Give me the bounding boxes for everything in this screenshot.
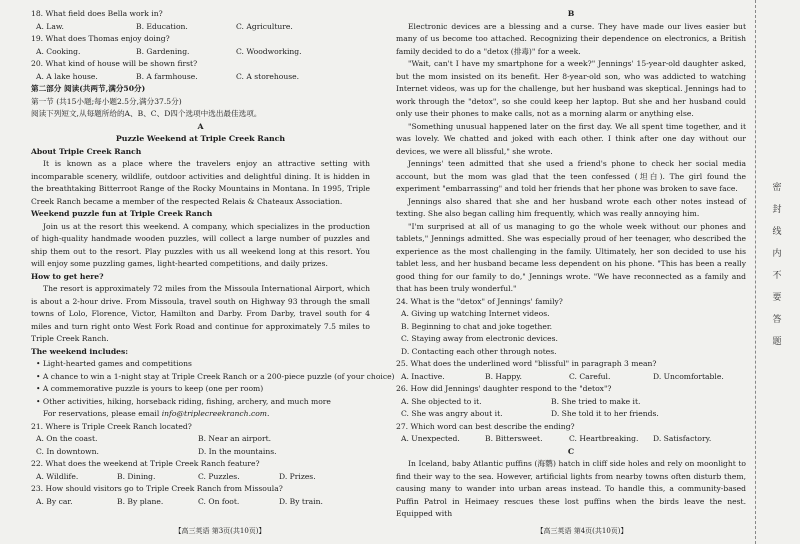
heading-includes: The weekend includes: (31, 346, 129, 356)
seal-char: 密 (772, 183, 782, 193)
seal-char: 题 (772, 337, 782, 347)
answer-option: C. Heartbreaking. (569, 434, 639, 443)
question-stem: 27. Which word can best describe the ending? (396, 421, 575, 431)
passage-letter-a: A (197, 121, 204, 131)
paragraph-c: In Iceland, baby Atlantic puffins (海鹦) hatch in cliff side holes and rely on moonlight to find their way to the sea. However, artificial lights from nearby towns often disturb them, causing many to wander into urban areas instead. To handle this, a community-based Puffin Patrol in Heimaey rescues these lost puffins when the birds leave the nest. Equipped with (396, 459, 746, 518)
answer-option: B. Bittersweet. (485, 434, 543, 443)
passage-a-questions (31, 421, 370, 509)
seal-char: 线 (772, 227, 782, 237)
question-stem: 18. What field does Bella work in? (31, 9, 163, 18)
option-row (396, 321, 746, 334)
heading-how: How to get here? (31, 271, 104, 281)
answer-option: A. Law. (36, 21, 64, 31)
answer-option: D. In the mountains. (198, 446, 277, 456)
listening-questions (31, 8, 370, 83)
answer-option: B. She tried to make it. (551, 396, 641, 406)
paragraph: Electronic devices are a blessing and a curse. They have made our lives easier but many of us become too attached. Recognizing their dependence on electronics, a British family decided to do a "detox (排毒)" for a week. (396, 21, 746, 56)
answer-option: B. Happy. (485, 371, 522, 381)
question-stem: 19. What does Thomas enjoy doing? (31, 34, 170, 43)
seal-char: 答 (772, 315, 782, 325)
answer-option: D. Uncomfortable. (653, 371, 724, 381)
right-footer: 【高三英语 第4页(共10页)】 (536, 527, 628, 535)
paragraph: "Wait, can't I have my smartphone for a week?" Jennings' 15-year-old daughter asked, but the mom insisted on its benefit. Her 8-year-old son, who was addicted to watching Internet videos, was up for the challenge, but her husband was skeptical. Jennings had to work through the "detox", so she could keep her laptop. But she and her husband could only use their phones to make calls, not as a morning alarm or anything else. (396, 59, 746, 118)
reservation-prefix: For reservations, please email (43, 409, 162, 418)
binding-margin (755, 0, 800, 544)
option-row (396, 333, 746, 346)
left-page (0, 0, 395, 544)
passage-b-body (396, 21, 746, 296)
answer-option: A. Giving up watching Internet videos. (401, 309, 550, 318)
answer-option: A. She objected to it. (401, 396, 482, 406)
question-stem: 26. How did Jennings' daughter respond to the "detox"? (396, 384, 612, 393)
option-row (396, 308, 746, 321)
answer-option: A. Cooking. (36, 46, 81, 56)
answer-option: D. By train. (279, 496, 323, 506)
passage-letter-c: C (567, 446, 575, 456)
paragraph-how: The resort is approximately 72 miles from the Missoula International Airport, which is about a 2-hour drive. From Missoula, travel south on Highway 93 through the small towns of Lolo, Florence, Victor, Hamilton and Darby. From Darby, travel south for 4 miles and turn right onto West Fork Road and continue for approximately 7.5 miles to Triple Creek Ranch. (31, 284, 370, 343)
answer-option: C. Careful. (569, 371, 611, 381)
answer-option: A. By car. (36, 496, 73, 506)
list-item: • A commemorative puzzle is yours to keep (one per room) (36, 384, 264, 393)
answer-option: D. Satisfactory. (653, 434, 712, 443)
answer-option: C. In downtown. (36, 446, 99, 456)
option-row (31, 71, 370, 84)
answer-option: B. Gardening. (136, 46, 190, 56)
answer-option: A. Unexpected. (401, 434, 460, 443)
answer-option: C. Woodworking. (236, 46, 302, 56)
answer-option: C. Agriculture. (236, 21, 293, 31)
answer-option: D. Prizes. (279, 471, 316, 481)
option-row (31, 433, 370, 446)
list-item: • A chance to win a 1-night stay at Triple Creek Ranch or a 200-piece puzzle (of your choice) (36, 371, 395, 381)
answer-option: D. She told it to her friends. (551, 409, 659, 418)
option-row (396, 396, 746, 409)
passage-letter-b: B (567, 9, 575, 18)
answer-option: B. By plane. (117, 496, 164, 506)
question-stem: 24. What is the "detox" of Jennings' family? (396, 296, 563, 306)
option-row (31, 21, 370, 34)
list-item: • Light-hearted games and competitions (36, 359, 192, 368)
part2-title: 第二部分 阅读(共两节,满分50分) (31, 84, 146, 93)
paragraph-weekend: Join us at the resort this weekend. A company, which specializes in the production of high-quality handmade wooden puzzles, will collect a large number of puzzles and ship them out to the resort. Play puzzles with us all weekend long at this resort. You will enjoy some puzzling games, light-hearted competitions, and daily prizes. (31, 221, 370, 268)
reservation-email: info@triplecreekranch.com (161, 409, 268, 418)
answer-option: A. Inactive. (401, 371, 445, 381)
answer-option: A. A lake house. (36, 71, 98, 81)
answer-option: B. Beginning to chat and joke together. (401, 321, 553, 331)
option-row (31, 46, 370, 59)
answer-option: B. A farmhouse. (136, 71, 198, 81)
heading-weekend: Weekend puzzle fun at Triple Creek Ranch (31, 209, 213, 218)
paragraph: "Something unusual happened later on the first day. We all spent time together, and it was lovely. We chatted and joked with each other. I think after one day without our devices, we were all blissful," she wrote. (396, 121, 746, 156)
answer-option: C. Staying away from electronic devices. (401, 334, 558, 343)
option-row (31, 496, 370, 509)
option-row (396, 371, 746, 384)
option-row (396, 433, 746, 446)
answer-option: C. She was angry about it. (401, 409, 503, 418)
answer-option: B. Dining. (117, 471, 156, 481)
heading-about: About Triple Creek Ranch (31, 146, 142, 156)
list-item: • Other activities, hiking, horseback riding, fishing, archery, and much more (36, 396, 331, 406)
option-row (396, 346, 746, 359)
seal-char: 要 (772, 293, 782, 303)
answer-option: C. A storehouse. (236, 71, 300, 81)
seal-line-notice (770, 180, 784, 356)
right-page (380, 0, 752, 544)
paragraph: Jennings' teen admitted that she used a friend's phone to check her social media account, but the mom was glad that the teen confessed (坦白). The girl found the experiment "embarrassing" and told her friends that her phone was broken to save face. (396, 159, 746, 193)
seal-char: 内 (772, 249, 782, 259)
includes-list (31, 358, 395, 408)
paragraph-about: It is known as a place where the travelers enjoy an attractive setting with incomparable scenery, wildlife, outdoor activities and delightful dining. It is hidden in the breathtaking Bitterroot Range of the Rocky Mountains in Montana. In 1995, Triple Creek Ranch became a member of the respected Relais & Chateaux Association. (31, 159, 370, 206)
option-row (31, 446, 370, 459)
answer-option: D. Contacting each other through notes. (401, 346, 557, 356)
question-stem: 22. What does the weekend at Triple Creek Ranch feature? (31, 459, 260, 468)
reservation-line (31, 408, 370, 421)
answer-option: B. Education. (136, 21, 188, 31)
passage-title: Puzzle Weekend at Triple Creek Ranch (115, 134, 286, 143)
answer-option: A. On the coast. (36, 434, 98, 443)
question-stem: 23. How should visitors go to Triple Creek Ranch from Missoula? (31, 484, 283, 493)
paragraph: Jennings also shared that she and her husband wrote each other notes instead of texting. She also began calling him frequently, which was really annoying him. (396, 196, 746, 218)
question-stem: 21. Where is Triple Creek Ranch located? (31, 421, 192, 431)
left-footer: 【高三英语 第3页(共10页)】 (174, 527, 266, 535)
answer-option: C. On foot. (198, 496, 240, 506)
question-stem: 25. What does the underlined word "blissful" in paragraph 3 mean? (396, 359, 657, 368)
instructions: 阅读下列短文,从每题所给的A、B、C、D四个选项中选出最佳选项。 (31, 109, 262, 118)
seal-char: 封 (772, 205, 782, 215)
seal-char: 不 (772, 271, 782, 281)
option-row (31, 471, 370, 484)
answer-option: C. Puzzles. (198, 471, 240, 481)
reservation-suffix: . (267, 409, 270, 418)
answer-option: B. Near an airport. (198, 434, 272, 443)
paragraph: "I'm surprised at all of us managing to go the whole week without our phones and tablets," Jennings admitted. She was especially proud of her teenager, who described the experience as the most challenging in the family. Ultimately, her son decided to use his tablet less, and her husband became less dependent on his phone. "This has been a really good thing for our family to do," Jennings wrote. "We have reconnected as a family and that has been truly wonderful." (396, 221, 746, 293)
question-stem: 20. What kind of house will be shown first? (31, 59, 198, 68)
section1-title: 第一节 (共15小题;每小题2.5分,满分37.5分) (31, 96, 182, 106)
passage-b-questions (396, 296, 746, 446)
option-row (396, 408, 746, 421)
answer-option: A. Wildlife. (36, 471, 79, 481)
